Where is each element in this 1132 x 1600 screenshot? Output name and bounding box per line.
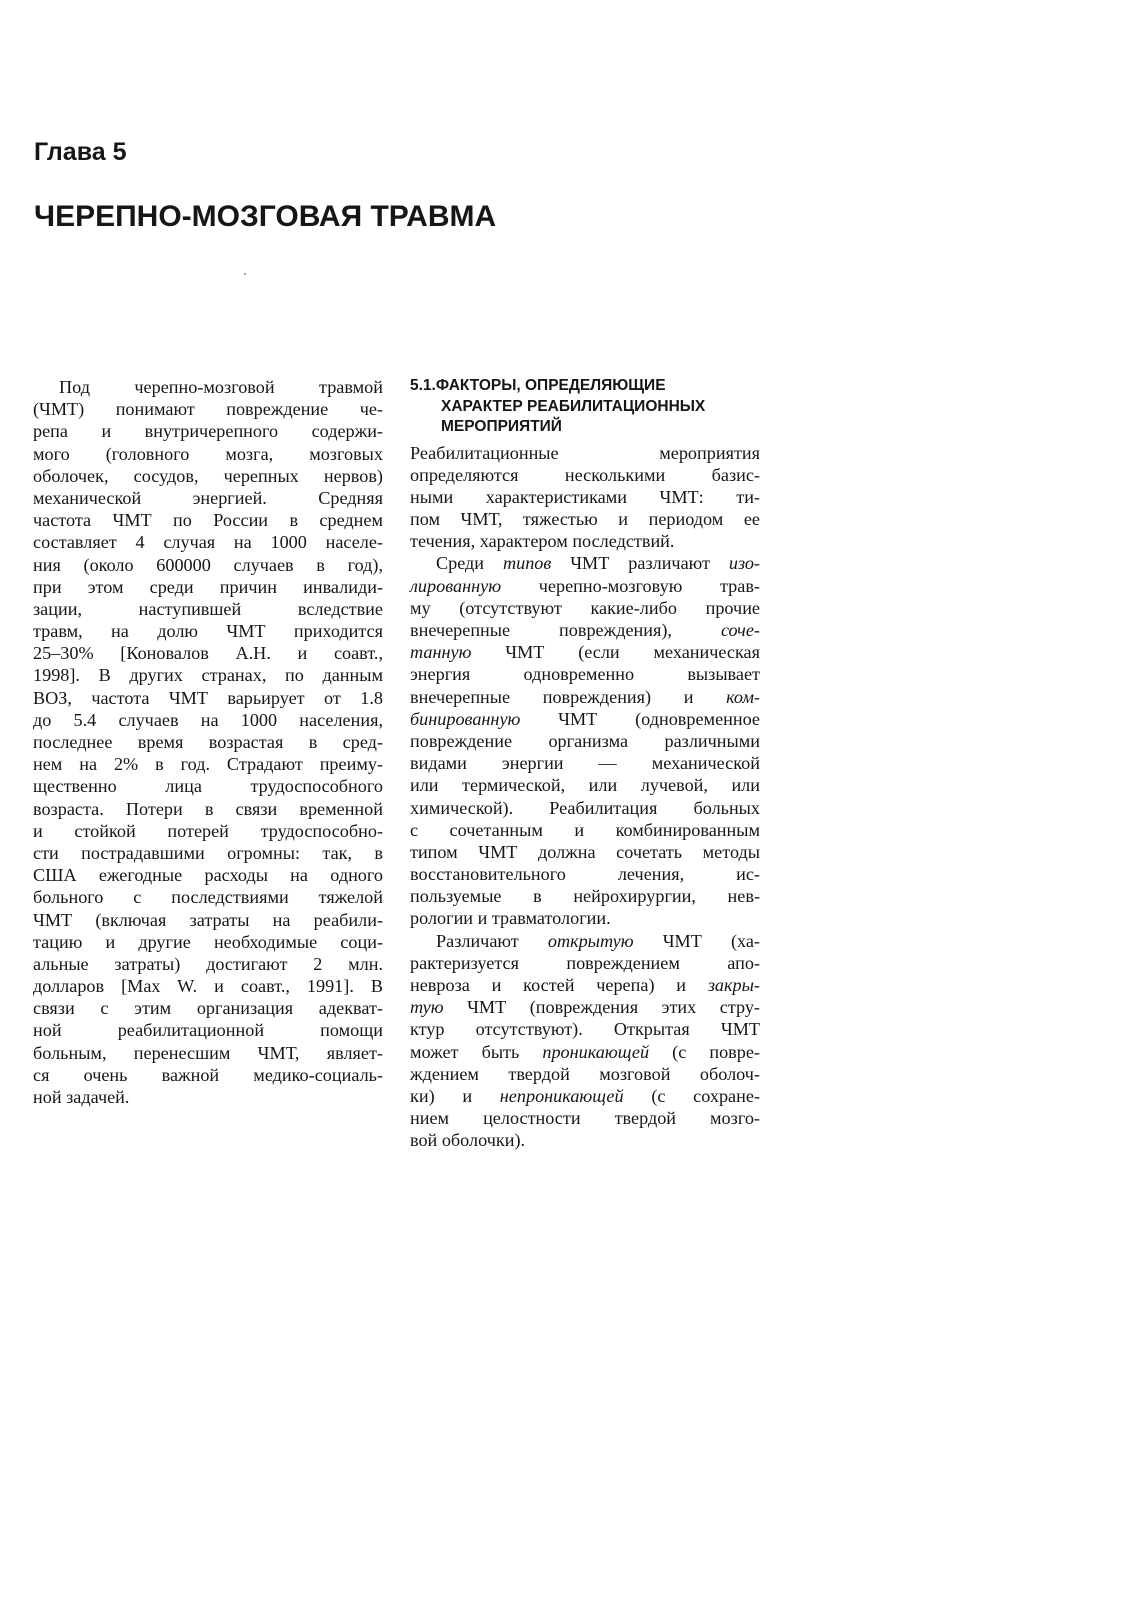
text-line: пом ЧМТ, тяжестью и периодом ее xyxy=(410,509,760,530)
text-line: репа и внутричерепного содержи- xyxy=(33,421,383,442)
text-line: щественно лица трудоспособного xyxy=(33,776,383,797)
text-line: США ежегодные расходы на одного xyxy=(33,865,383,886)
text-line: 1998]. В других странах, по данным xyxy=(33,665,383,686)
text-line: танную ЧМТ (если механическая xyxy=(410,642,760,663)
text-line: Под черепно-мозговой травмой xyxy=(59,377,383,397)
text-line: повреждение организма различными xyxy=(410,730,760,751)
text-line: тацию и другие необходимые соци- xyxy=(33,931,383,952)
text-line: мого (головного мозга, мозговых xyxy=(33,443,383,464)
text-line: с сочетанным и комбинированным xyxy=(410,819,760,840)
text-line: рологии и травматологии. xyxy=(410,908,611,929)
text-line: лированную черепно-мозговую трав- xyxy=(410,575,760,596)
text-line: ся очень важной медико-социаль- xyxy=(33,1064,383,1085)
text-line: ки) и непроникающей (с сохране- xyxy=(410,1085,760,1106)
left-column xyxy=(33,376,383,1108)
text-line: или термической, или лучевой, или xyxy=(410,775,760,796)
text-line: больным, перенесшим ЧМТ, являет- xyxy=(33,1042,383,1063)
text-line: долларов [Max W. и соавт., 1991]. В xyxy=(33,976,383,997)
paragraph-2 xyxy=(410,552,760,929)
text-line: рактеризуется повреждением апо- xyxy=(410,952,760,973)
text-line: нием целостности твердой мозго- xyxy=(410,1108,760,1129)
text-line: видами энергии — механической xyxy=(410,753,760,774)
text-line: ждением твердой мозговой оболоч- xyxy=(410,1063,760,1084)
text-line: химической). Реабилитация больных xyxy=(410,797,760,818)
text-line: оболочек, сосудов, черепных нервов) xyxy=(33,465,383,486)
section-heading xyxy=(410,376,760,438)
text-line: тую ЧМТ (повреждения этих стру- xyxy=(410,997,760,1018)
text-line: до 5.4 случаев на 1000 населения, xyxy=(33,709,383,730)
text-line: му (отсутствуют какие-либо прочие xyxy=(410,597,760,618)
scan-speck xyxy=(244,273,246,275)
text-line: ния (около 600000 случаев в год), xyxy=(33,554,383,575)
text-line: ктур отсутствуют). Открытая ЧМТ xyxy=(410,1019,760,1040)
text-line: может быть проникающей (с повре- xyxy=(410,1041,760,1062)
text-line: (ЧМТ) понимают повреждение че- xyxy=(33,399,383,420)
text-line: травм, на долю ЧМТ приходится xyxy=(33,621,383,642)
paragraph-1 xyxy=(410,442,760,553)
text-line: нем на 2% в год. Страдают преиму- xyxy=(33,754,383,775)
text-line: и стойкой потерей трудоспособно- xyxy=(33,820,383,841)
text-line: последнее время возрастая в сред- xyxy=(33,732,383,752)
text-line: ЧМТ (включая затраты на реабили- xyxy=(33,909,383,930)
text-line: ной задачей. xyxy=(33,1087,130,1107)
text-line: пользуемые в нейрохирургии, нев- xyxy=(410,886,760,907)
text-line: связи с этим организация адекват- xyxy=(33,998,383,1019)
text-line: течения, характером последствий. xyxy=(410,531,675,552)
text-line: больного с последствиями тяжелой xyxy=(33,887,383,908)
text-line: ВОЗ, частота ЧМТ варьирует от 1.8 xyxy=(33,687,383,708)
text-line: частота ЧМТ по России в среднем xyxy=(33,510,383,531)
text-line: типом ЧМТ должна сочетать методы xyxy=(410,841,760,862)
text-line: зации, наступившей вследствие xyxy=(33,598,383,619)
text-line: бинированную ЧМТ (одновременное xyxy=(410,708,760,729)
text-line: ными характеристиками ЧМТ: ти- xyxy=(410,486,760,507)
text-line: сти пострадавшими огромны: так, в xyxy=(33,842,383,863)
chapter-label: Глава 5 xyxy=(34,138,127,166)
text-line: ной реабилитационной помощи xyxy=(33,1020,383,1041)
text-line: составляет 4 случая на 1000 населе- xyxy=(33,532,383,553)
paragraph-3 xyxy=(410,930,760,1152)
text-line: энергия одновременно вызывает xyxy=(410,664,760,685)
text-line: 25–30% [Коновалов А.Н. и соавт., xyxy=(33,643,383,664)
section-heading-line: 5.1.ФАКТОРЫ, ОПРЕДЕЛЯЮЩИЕ xyxy=(410,377,666,394)
chapter-title: ЧЕРЕПНО-МОЗГОВАЯ ТРАВМА xyxy=(34,200,497,233)
section-heading-line: МЕРОПРИЯТИЙ xyxy=(441,418,562,435)
text-line: возраста. Потери в связи временной xyxy=(33,798,383,819)
text-line: Различают открытую ЧМТ (ха- xyxy=(436,930,760,951)
text-line: внечерепные повреждения) и ком- xyxy=(410,686,760,707)
text-line: восстановительного лечения, ис- xyxy=(410,864,760,885)
section-heading-line: ХАРАКТЕР РЕАБИЛИТАЦИОННЫХ xyxy=(441,397,706,415)
text-line: внечерепные повреждения), соче- xyxy=(410,620,760,640)
text-line: механической энергией. Средняя xyxy=(33,487,383,508)
text-line: альные затраты) достигают 2 млн. xyxy=(33,953,383,974)
text-line: Реабилитационные мероприятия xyxy=(410,442,760,463)
text-line: Среди типов ЧМТ различают изо- xyxy=(436,553,760,574)
right-column xyxy=(410,376,760,1152)
text-line: невроза и костей черепа) и закры- xyxy=(410,975,760,995)
text-line: при этом среди причин инвалиди- xyxy=(33,576,383,597)
text-line: определяются несколькими базис- xyxy=(410,464,760,485)
text-line: вой оболочки). xyxy=(410,1130,526,1151)
